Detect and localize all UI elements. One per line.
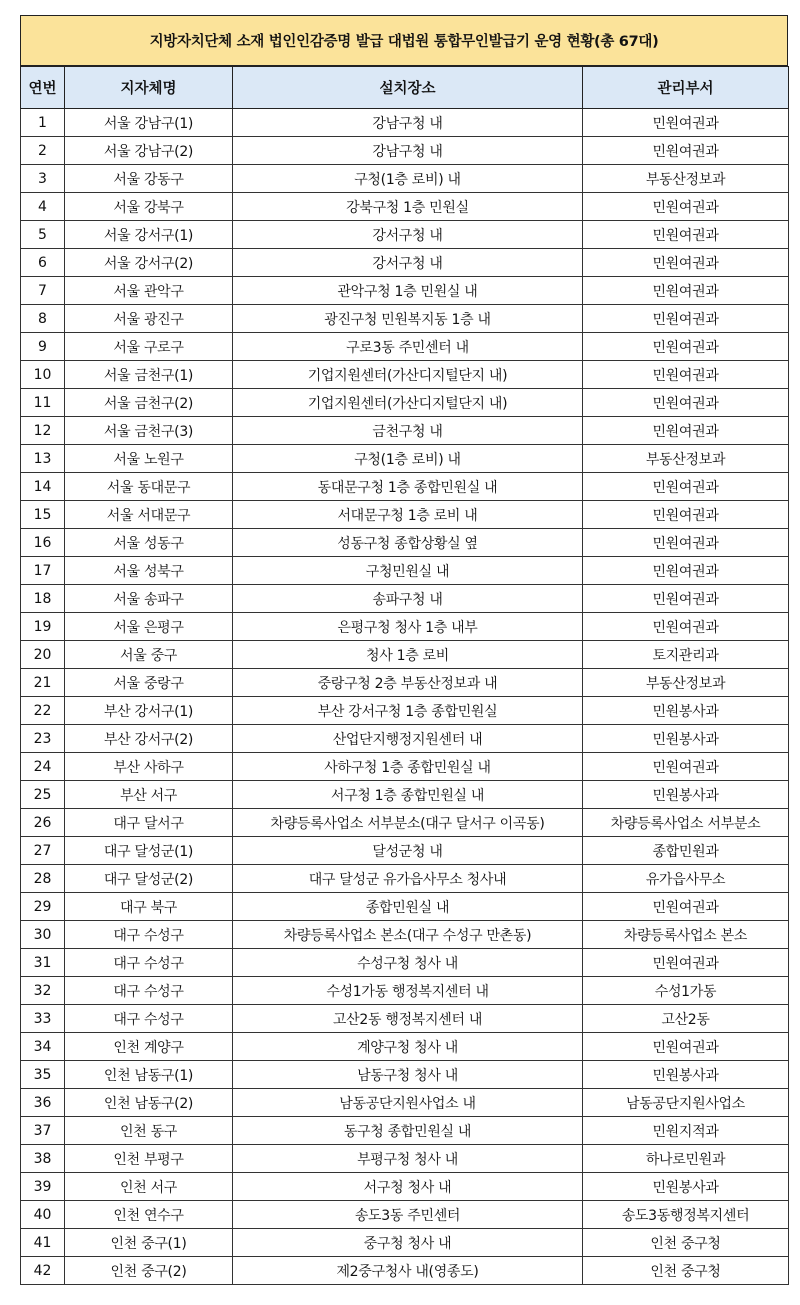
cell-municipality: 대구 수성구: [65, 949, 233, 977]
table-row: [21, 893, 789, 921]
cell-municipality: 부산 강서구(2): [65, 725, 233, 753]
cell-municipality: 대구 북구: [65, 893, 233, 921]
cell-number: 18: [21, 585, 65, 613]
cell-number: 38: [21, 1145, 65, 1173]
cell-location: 송도3동 주민센터: [233, 1201, 583, 1229]
cell-municipality: 서울 성북구: [65, 557, 233, 585]
cell-department: 고산2동: [583, 1005, 789, 1033]
table-row: [21, 781, 789, 809]
cell-municipality: 부산 사하구: [65, 753, 233, 781]
cell-department: 민원여권과: [583, 137, 789, 165]
cell-municipality: 인천 중구(1): [65, 1229, 233, 1257]
cell-municipality: 서울 금천구(1): [65, 361, 233, 389]
table-row: [21, 305, 789, 333]
cell-municipality: 대구 수성구: [65, 977, 233, 1005]
cell-number: 3: [21, 165, 65, 193]
cell-municipality: 인천 남동구(2): [65, 1089, 233, 1117]
cell-location: 제2중구청사 내(영종도): [233, 1257, 583, 1285]
table-row: [21, 865, 789, 893]
cell-location: 송파구청 내: [233, 585, 583, 613]
table-row: [21, 641, 789, 669]
cell-location: 부평구청 청사 내: [233, 1145, 583, 1173]
cell-department: 유가읍사무소: [583, 865, 789, 893]
cell-location: 산업단지행정지원센터 내: [233, 725, 583, 753]
cell-municipality: 서울 노원구: [65, 445, 233, 473]
table-row: [21, 613, 789, 641]
cell-number: 42: [21, 1257, 65, 1285]
header-number: 연번: [21, 67, 65, 109]
table-row: [21, 1061, 789, 1089]
sheet-title: 지방자치단체 소재 법인인감증명 발급 대법원 통합무인발급기 운영 현황(총 67대): [20, 15, 788, 66]
cell-location: 구청민원실 내: [233, 557, 583, 585]
cell-location: 차량등록사업소 본소(대구 수성구 만촌동): [233, 921, 583, 949]
table-row: [21, 1201, 789, 1229]
cell-municipality: 서울 은평구: [65, 613, 233, 641]
cell-department: 민원여권과: [583, 389, 789, 417]
cell-number: 39: [21, 1173, 65, 1201]
cell-department: 민원여권과: [583, 221, 789, 249]
table-row: [21, 1089, 789, 1117]
cell-municipality: 인천 남동구(1): [65, 1061, 233, 1089]
cell-number: 2: [21, 137, 65, 165]
cell-municipality: 서울 광진구: [65, 305, 233, 333]
cell-department: 민원여권과: [583, 893, 789, 921]
table-row: [21, 221, 789, 249]
cell-location: 동대문구청 1층 종합민원실 내: [233, 473, 583, 501]
table-row: [21, 837, 789, 865]
cell-location: 구로3동 주민센터 내: [233, 333, 583, 361]
cell-department: 종합민원과: [583, 837, 789, 865]
header-municipality: 지자체명: [65, 67, 233, 109]
cell-location: 남동구청 청사 내: [233, 1061, 583, 1089]
cell-number: 14: [21, 473, 65, 501]
header-row: [21, 67, 789, 109]
table-row: [21, 921, 789, 949]
cell-location: 수성1가동 행정복지센터 내: [233, 977, 583, 1005]
cell-municipality: 서울 서대문구: [65, 501, 233, 529]
cell-number: 6: [21, 249, 65, 277]
cell-location: 관악구청 1층 민원실 내: [233, 277, 583, 305]
table-row: [21, 1229, 789, 1257]
header-location: 설치장소: [233, 67, 583, 109]
table-row: [21, 333, 789, 361]
cell-department: 민원여권과: [583, 361, 789, 389]
cell-department: 하나로민원과: [583, 1145, 789, 1173]
table-row: [21, 165, 789, 193]
cell-location: 사하구청 1층 종합민원실 내: [233, 753, 583, 781]
cell-location: 대구 달성군 유가읍사무소 청사내: [233, 865, 583, 893]
cell-number: 11: [21, 389, 65, 417]
cell-number: 9: [21, 333, 65, 361]
cell-location: 기업지원센터(가산디지털단지 내): [233, 361, 583, 389]
cell-number: 21: [21, 669, 65, 697]
cell-municipality: 인천 부평구: [65, 1145, 233, 1173]
table-row: [21, 389, 789, 417]
cell-municipality: 대구 수성구: [65, 921, 233, 949]
cell-location: 고산2동 행정복지센터 내: [233, 1005, 583, 1033]
cell-department: 민원여권과: [583, 277, 789, 305]
cell-municipality: 인천 서구: [65, 1173, 233, 1201]
cell-department: 민원여권과: [583, 501, 789, 529]
cell-department: 부동산정보과: [583, 165, 789, 193]
cell-number: 23: [21, 725, 65, 753]
cell-department: 차량등록사업소 서부분소: [583, 809, 789, 837]
cell-number: 22: [21, 697, 65, 725]
cell-department: 민원여권과: [583, 109, 789, 137]
cell-department: 민원여권과: [583, 193, 789, 221]
cell-municipality: 인천 동구: [65, 1117, 233, 1145]
cell-department: 남동공단지원사업소: [583, 1089, 789, 1117]
cell-number: 4: [21, 193, 65, 221]
cell-location: 강서구청 내: [233, 249, 583, 277]
cell-location: 금천구청 내: [233, 417, 583, 445]
table-row: [21, 949, 789, 977]
table-row: [21, 725, 789, 753]
table-row: [21, 445, 789, 473]
cell-department: 민원봉사과: [583, 725, 789, 753]
cell-municipality: 대구 달서구: [65, 809, 233, 837]
cell-location: 서대문구청 1층 로비 내: [233, 501, 583, 529]
spreadsheet: [20, 15, 788, 1285]
cell-municipality: 서울 금천구(3): [65, 417, 233, 445]
cell-municipality: 서울 송파구: [65, 585, 233, 613]
cell-department: 차량등록사업소 본소: [583, 921, 789, 949]
table-row: [21, 361, 789, 389]
table-row: [21, 277, 789, 305]
table-row: [21, 753, 789, 781]
table-row: [21, 137, 789, 165]
cell-department: 송도3동행정복지센터: [583, 1201, 789, 1229]
table-body: [21, 109, 789, 1285]
cell-number: 36: [21, 1089, 65, 1117]
cell-number: 1: [21, 109, 65, 137]
cell-number: 7: [21, 277, 65, 305]
cell-municipality: 서울 강서구(1): [65, 221, 233, 249]
cell-location: 강북구청 1층 민원실: [233, 193, 583, 221]
cell-department: 토지관리과: [583, 641, 789, 669]
cell-department: 민원여권과: [583, 753, 789, 781]
cell-municipality: 부산 서구: [65, 781, 233, 809]
cell-location: 기업지원센터(가산디지털단지 내): [233, 389, 583, 417]
table-row: [21, 193, 789, 221]
cell-department: 민원지적과: [583, 1117, 789, 1145]
cell-number: 5: [21, 221, 65, 249]
table-row: [21, 669, 789, 697]
cell-municipality: 서울 구로구: [65, 333, 233, 361]
table-row: [21, 1033, 789, 1061]
cell-number: 31: [21, 949, 65, 977]
cell-location: 동구청 종합민원실 내: [233, 1117, 583, 1145]
cell-location: 강남구청 내: [233, 137, 583, 165]
cell-number: 26: [21, 809, 65, 837]
cell-location: 부산 강서구청 1층 종합민원실: [233, 697, 583, 725]
cell-number: 10: [21, 361, 65, 389]
cell-number: 33: [21, 1005, 65, 1033]
cell-department: 민원여권과: [583, 949, 789, 977]
table-row: [21, 249, 789, 277]
cell-department: 수성1가동: [583, 977, 789, 1005]
table-row: [21, 585, 789, 613]
table-row: [21, 529, 789, 557]
cell-location: 종합민원실 내: [233, 893, 583, 921]
table-row: [21, 473, 789, 501]
cell-location: 구청(1층 로비) 내: [233, 445, 583, 473]
cell-location: 중구청 청사 내: [233, 1229, 583, 1257]
cell-number: 37: [21, 1117, 65, 1145]
cell-number: 29: [21, 893, 65, 921]
cell-number: 27: [21, 837, 65, 865]
cell-municipality: 서울 강남구(2): [65, 137, 233, 165]
table-row: [21, 809, 789, 837]
table-row: [21, 1145, 789, 1173]
cell-number: 12: [21, 417, 65, 445]
cell-location: 서구청 청사 내: [233, 1173, 583, 1201]
cell-number: 15: [21, 501, 65, 529]
table-row: [21, 977, 789, 1005]
cell-municipality: 서울 관악구: [65, 277, 233, 305]
cell-municipality: 인천 연수구: [65, 1201, 233, 1229]
cell-location: 광진구청 민원복지동 1층 내: [233, 305, 583, 333]
cell-municipality: 서울 중랑구: [65, 669, 233, 697]
cell-number: 8: [21, 305, 65, 333]
table-row: [21, 1117, 789, 1145]
cell-location: 계양구청 청사 내: [233, 1033, 583, 1061]
cell-department: 민원여권과: [583, 557, 789, 585]
table-row: [21, 557, 789, 585]
cell-department: 부동산정보과: [583, 669, 789, 697]
table-row: [21, 697, 789, 725]
cell-municipality: 서울 성동구: [65, 529, 233, 557]
cell-department: 민원여권과: [583, 333, 789, 361]
cell-municipality: 서울 강서구(2): [65, 249, 233, 277]
cell-municipality: 대구 달성군(2): [65, 865, 233, 893]
cell-number: 40: [21, 1201, 65, 1229]
cell-department: 민원여권과: [583, 585, 789, 613]
cell-location: 중랑구청 2층 부동산정보과 내: [233, 669, 583, 697]
cell-municipality: 서울 강동구: [65, 165, 233, 193]
kiosk-table: [20, 66, 789, 1285]
cell-department: 인천 중구청: [583, 1229, 789, 1257]
cell-department: 민원봉사과: [583, 697, 789, 725]
cell-department: 민원봉사과: [583, 1173, 789, 1201]
cell-number: 30: [21, 921, 65, 949]
cell-location: 수성구청 청사 내: [233, 949, 583, 977]
cell-department: 민원여권과: [583, 613, 789, 641]
cell-municipality: 서울 강남구(1): [65, 109, 233, 137]
cell-number: 17: [21, 557, 65, 585]
cell-number: 19: [21, 613, 65, 641]
cell-location: 강서구청 내: [233, 221, 583, 249]
cell-number: 20: [21, 641, 65, 669]
cell-location: 은평구청 청사 1층 내부: [233, 613, 583, 641]
cell-number: 32: [21, 977, 65, 1005]
cell-department: 민원봉사과: [583, 1061, 789, 1089]
cell-department: 민원여권과: [583, 473, 789, 501]
table-row: [21, 109, 789, 137]
cell-municipality: 인천 계양구: [65, 1033, 233, 1061]
cell-department: 민원봉사과: [583, 781, 789, 809]
cell-municipality: 부산 강서구(1): [65, 697, 233, 725]
cell-municipality: 서울 중구: [65, 641, 233, 669]
cell-location: 차량등록사업소 서부분소(대구 달서구 이곡동): [233, 809, 583, 837]
cell-number: 28: [21, 865, 65, 893]
cell-number: 41: [21, 1229, 65, 1257]
table-row: [21, 417, 789, 445]
table-row: [21, 501, 789, 529]
table-row: [21, 1257, 789, 1285]
cell-municipality: 서울 강북구: [65, 193, 233, 221]
cell-location: 구청(1층 로비) 내: [233, 165, 583, 193]
cell-number: 35: [21, 1061, 65, 1089]
cell-department: 민원여권과: [583, 249, 789, 277]
cell-municipality: 대구 달성군(1): [65, 837, 233, 865]
header-department: 관리부서: [583, 67, 789, 109]
cell-municipality: 서울 금천구(2): [65, 389, 233, 417]
cell-location: 서구청 1층 종합민원실 내: [233, 781, 583, 809]
cell-number: 13: [21, 445, 65, 473]
cell-location: 남동공단지원사업소 내: [233, 1089, 583, 1117]
cell-department: 민원여권과: [583, 529, 789, 557]
cell-department: 부동산정보과: [583, 445, 789, 473]
cell-municipality: 인천 중구(2): [65, 1257, 233, 1285]
cell-number: 24: [21, 753, 65, 781]
cell-department: 민원여권과: [583, 1033, 789, 1061]
cell-location: 강남구청 내: [233, 109, 583, 137]
cell-location: 성동구청 종합상황실 옆: [233, 529, 583, 557]
cell-location: 달성군청 내: [233, 837, 583, 865]
cell-number: 16: [21, 529, 65, 557]
table-row: [21, 1173, 789, 1201]
cell-municipality: 서울 동대문구: [65, 473, 233, 501]
cell-department: 인천 중구청: [583, 1257, 789, 1285]
cell-department: 민원여권과: [583, 305, 789, 333]
cell-number: 34: [21, 1033, 65, 1061]
cell-number: 25: [21, 781, 65, 809]
cell-department: 민원여권과: [583, 417, 789, 445]
cell-municipality: 대구 수성구: [65, 1005, 233, 1033]
cell-location: 청사 1층 로비: [233, 641, 583, 669]
table-row: [21, 1005, 789, 1033]
